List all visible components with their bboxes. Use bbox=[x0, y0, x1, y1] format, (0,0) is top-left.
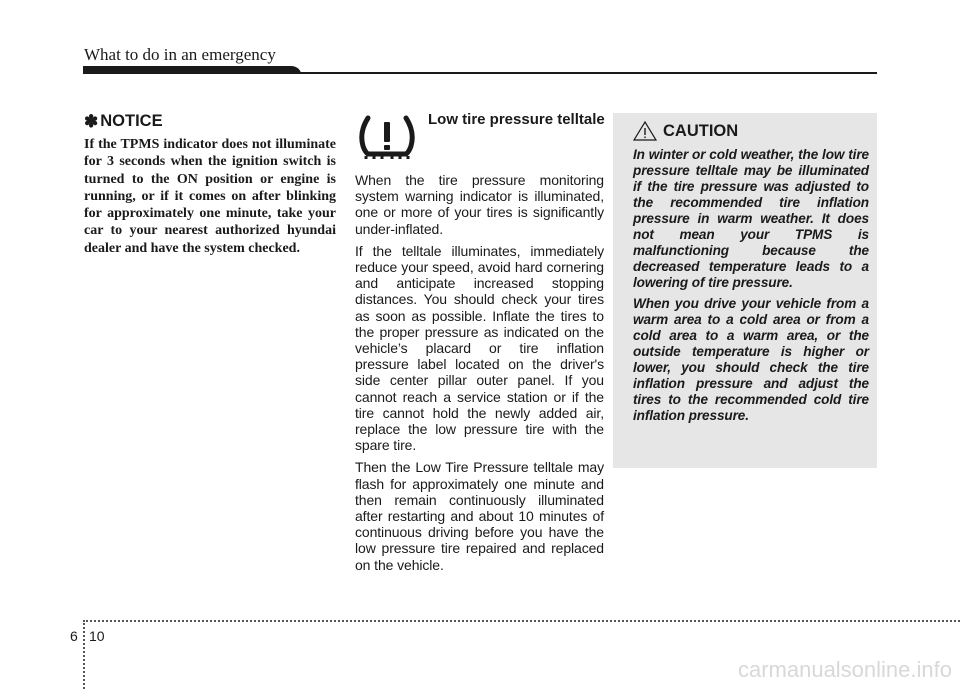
footer-divider bbox=[83, 620, 85, 689]
notice-heading bbox=[84, 112, 336, 131]
warning-triangle-icon bbox=[633, 121, 657, 141]
telltale-paragraph-1: When the tire pressure monitoring system warning indicator is illuminated, one or more of your tires is significantly under-inflated. bbox=[355, 172, 604, 237]
caution-heading bbox=[633, 121, 869, 141]
notice-heading-label: NOTICE bbox=[100, 112, 163, 130]
footer-rule bbox=[83, 620, 960, 622]
chapter-number: 6 bbox=[70, 628, 78, 644]
telltale-paragraph-2: If the telltale illuminates, immediately reduce your speed, avoid hard cornering and anticipate increased stopping distances. You should check your tires as soon as possible. Inflate the tires to the proper pressure as indicated on the vehicle’s placard or tire inflation pressure label located on the driver's side center pillar outer panel. If you cannot reach a service station or if the tire cannot hold the newly added air, replace the low pressure tire with the spare tire. bbox=[355, 242, 604, 454]
telltale-paragraph-3: Then the Low Tire Pressure telltale may flash for approximately one minute and then remain continuously illuminated after restarting and about 10 minutes of continuous driving before you have the low pressure tire repaired and replaced on the vehicle. bbox=[355, 459, 604, 573]
caution-paragraph-2: When you drive your vehicle from a warm area to a cold area or from a cold area to a warm area, or the outside temperature is higher or lower, you should check the tire inflation pressure and adjust the tires to the recommended cold tire inflation pressure. bbox=[633, 296, 869, 423]
notice-block bbox=[84, 112, 336, 257]
caution-box bbox=[613, 113, 877, 468]
watermark: carmanualsonline.info bbox=[737, 657, 952, 682]
telltale-section-body bbox=[355, 172, 604, 579]
caution-heading-label: CAUTION bbox=[663, 121, 739, 140]
header-title: What to do in an emergency bbox=[84, 45, 276, 64]
low-tire-pressure-icon bbox=[354, 112, 420, 160]
page-number: 10 bbox=[89, 628, 105, 644]
header-rule bbox=[83, 72, 877, 74]
caution-paragraph-1: In winter or cold weather, the low tire pressure telltale may be illuminated if the tire pressure was adjusted to the recommended tire inflation pressure in warm weather. It does not mean your TPMS is malfunctioning because the decreased temperature leads to a lowering of tire pressure. bbox=[633, 147, 869, 290]
notice-body: If the TPMS indicator does not illuminate for 3 seconds when the ignition switch is turned to the ON position or engine is running, or if it comes on after blinking for approximately one minute, take your car to your nearest authorized hyundai dealer and have the system checked. bbox=[84, 137, 336, 256]
notice-star-icon: ✽ bbox=[84, 112, 99, 131]
telltale-section-title: Low tire pressure telltale bbox=[428, 111, 605, 128]
